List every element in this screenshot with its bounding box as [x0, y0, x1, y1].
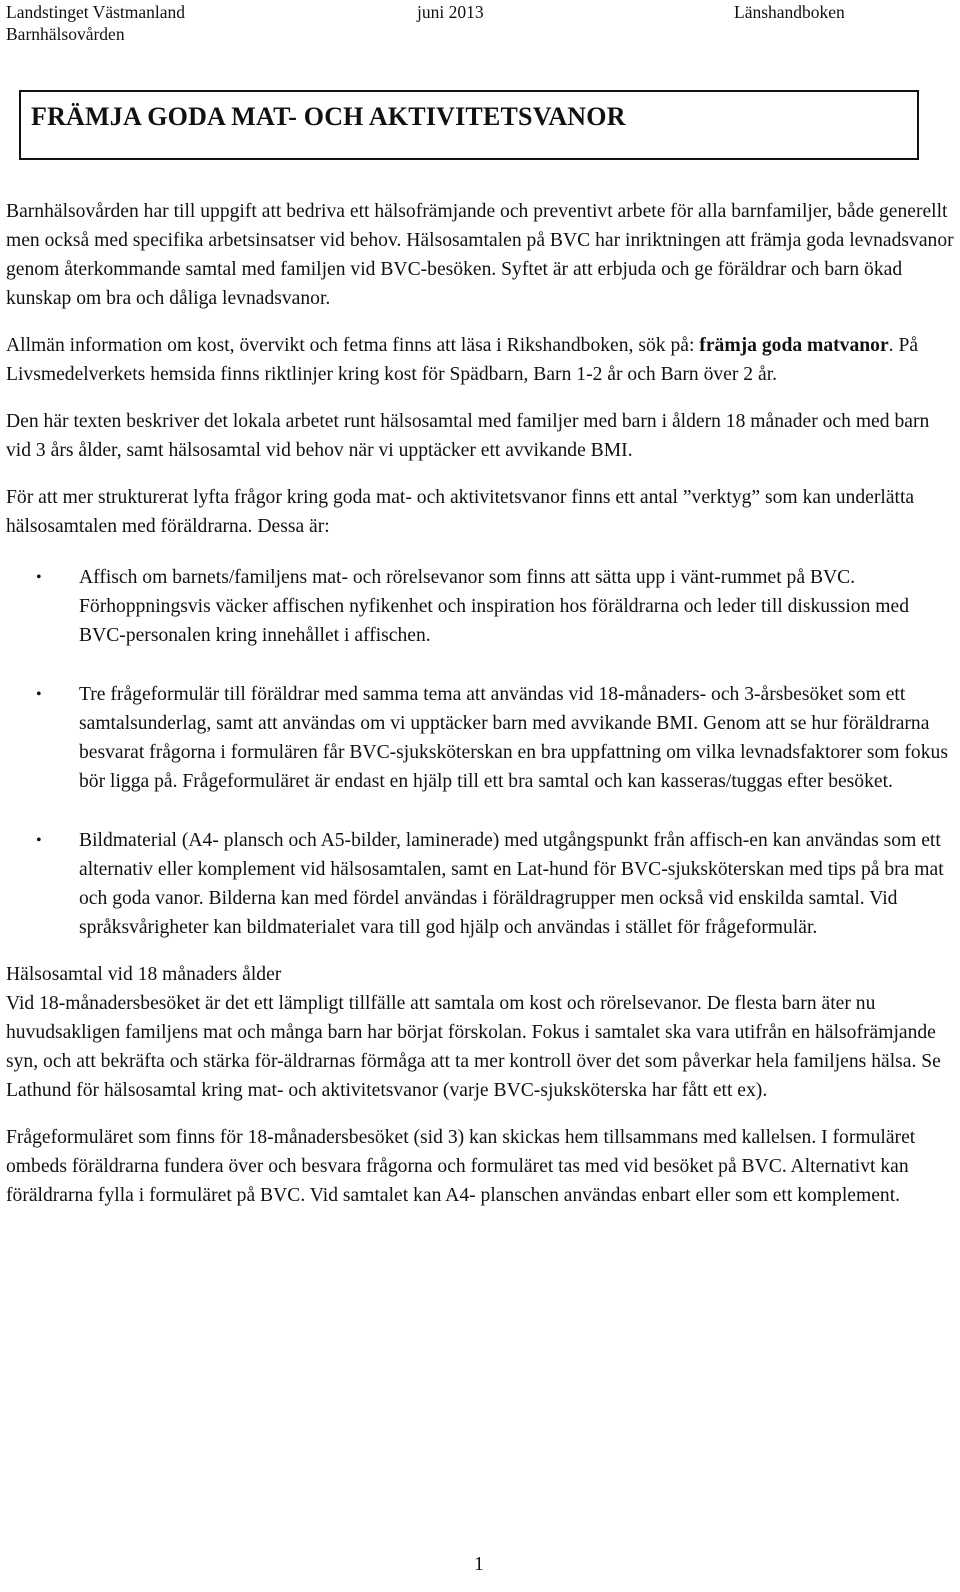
info-search-term: främja goda matvanor	[699, 335, 889, 356]
document-page	[6, 0, 956, 1575]
list-item-text: Affisch om barnets/familjens mat- och rörelsevanor som finns att sätta upp i vänt-rummet på BVC. Förhoppningsvis väcker affischen nyfikenhet och inspiration hos föräldrarna och leder till diskussion med BVC-personalen kring innehållet i affischen.	[79, 567, 910, 646]
bullet-icon: •	[36, 569, 42, 586]
page-number: 1	[474, 1554, 484, 1575]
list-item	[6, 680, 954, 796]
section-heading: Hälsosamtal vid 18 månaders ålder	[6, 964, 282, 985]
tools-list	[6, 563, 954, 942]
header-handbook: Länshandboken	[734, 2, 845, 22]
page-header	[6, 0, 956, 48]
bullet-icon: •	[36, 832, 42, 849]
list-item	[6, 826, 954, 942]
header-date: juni 2013	[417, 2, 484, 22]
header-organization: Landstinget Västmanland	[6, 2, 186, 22]
tools-intro-paragraph: För att mer strukturerat lyfta frågor kring goda mat- och aktivitetsvanor finns ett antal ”verktyg” som kan underlätta hälsosamtalen med föräldrarna. Dessa är:	[6, 487, 915, 537]
intro-paragraph: Barnhälsovården har till uppgift att bedriva ett hälsofrämjande och preventivt arbete för alla barnfamiljer, både generellt men också med specifika arbetsinsatser vid behov. Hälsosamtalen på BVC har inriktningen att främja goda levnadsvanor genom återkommande samtal med familjen vid BVC-besöken. Syftet är att erbjuda och ge föräldrar och barn ökad kunskap om bra och dåliga levnadsvanor.	[6, 201, 954, 309]
section-block	[6, 960, 954, 1105]
section-paragraph-1: Vid 18-månadersbesöket är det ett lämpligt tillfälle att samtala om kost och rörelsevanor. De flesta barn äter nu huvudsakligen familjens mat och många barn har börjat förskolan. Fokus i samtalet ska vara utifrån en hälsofrämjande syn, och att bekräfta och stärka för-äldrarnas förmåga att ta mer kontroll över det som påverkar hela familjens hälsa. Se Lathund för hälsosamtal kring mat- och aktivitetsvanor (varje BVC-sjuksköterska har fått ett ex).	[6, 993, 941, 1101]
bullet-icon: •	[36, 686, 42, 703]
document-body	[6, 197, 954, 1228]
header-department: Barnhälsovården	[6, 24, 125, 44]
list-item-text: Tre frågeformulär till föräldrar med samma tema att användas vid 18-månaders- och 3-årsbesöket som ett samtalsunderlag, samt att användas om vi upptäcker barn med avvikande BMI. Genom att se hur föräldrarna besvarat frågorna i formulären får BVC-sjuksköterskan en bra uppfattning om vilka levnadsfaktorer som fokus bör ligga på. Frågeformuläret är endast en hjälp till ett bra samtal och kan kasseras/tuggas efter besöket.	[79, 684, 948, 792]
section-paragraph-2: Frågeformuläret som finns för 18-månadersbesöket (sid 3) kan skickas hem tillsammans med kallelsen. I formuläret ombeds föräldrarna fundera över och besvara frågorna och formuläret tas med vid besöket på BVC. Alternativt kan föräldrarna fylla i formuläret på BVC. Vid samtalet kan A4- planschen användas enbart eller som ett komplement.	[6, 1127, 916, 1206]
info-text-before: Allmän information om kost, övervikt och fetma finns att läsa i Rikshandboken, sök på:	[6, 335, 700, 356]
info-paragraph	[6, 331, 954, 389]
list-item	[6, 563, 954, 650]
info-text-after: . På Livsmedelverkets hemsida finns riktlinjer kring kost för Spädbarn, Barn 1-2 år och Barn över 2 år.	[6, 335, 919, 385]
title-box	[19, 90, 919, 160]
description-paragraph: Den här texten beskriver det lokala arbetet runt hälsosamtal med familjer med barn i åldern 18 månader och med barn vid 3 års ålder, samt hälsosamtal vid behov när vi upptäcker ett avvikande BMI.	[6, 411, 930, 461]
list-item-text: Bildmaterial (A4- plansch och A5-bilder, laminerade) med utgångspunkt från affisch-en kan användas som ett alternativ eller komplement vid hälsosamtalen, samt en Lat-hund för BVC-sjuksköterskan med tips på bra mat och goda vanor. Bilderna kan med fördel användas i föräldragrupper men också vid enskilda samtal. Vid språksvårigheter kan bildmaterialet vara till god hjälp och användas i stället för frågeformulär.	[79, 830, 944, 938]
document-title: FRÄMJA GODA MAT- OCH AKTIVITETSVANOR	[31, 102, 626, 131]
